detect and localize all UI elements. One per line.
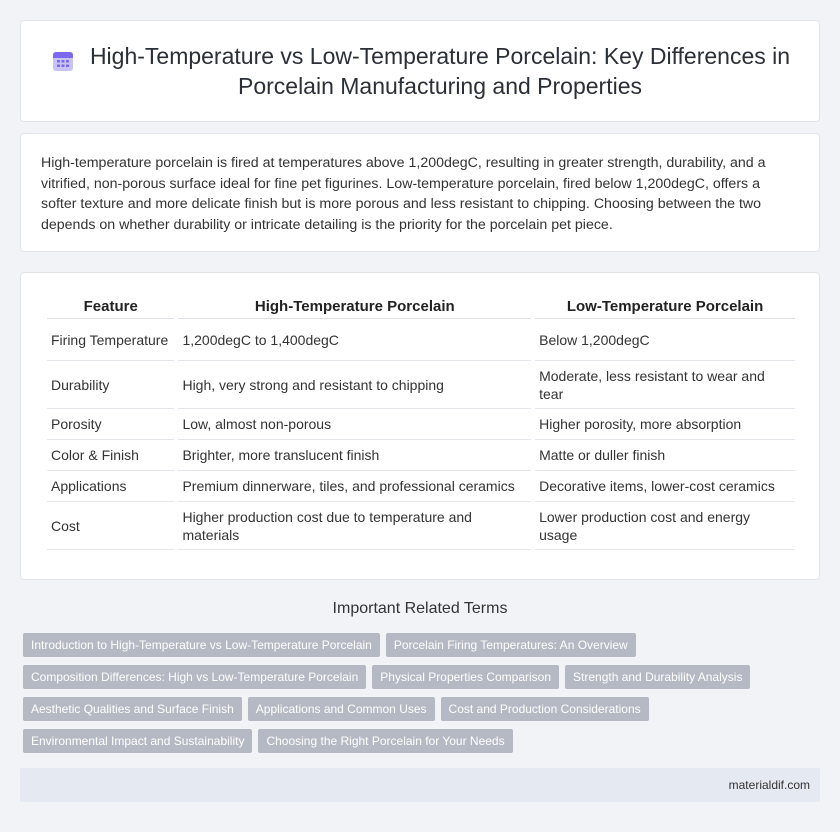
table-cell-high: Low, almost non-porous [178,409,531,440]
page-title: High-Temperature vs Low-Temperature Porcelain: Key Differences in Porcelain Manufacturing and Properties [89,43,791,99]
table-cell-low: Lower production cost and energy usage [535,502,795,550]
related-term-tag[interactable]: Strength and Durability Analysis [565,665,750,689]
table-row [47,440,795,471]
header-card [20,20,820,122]
table-cell-low: Decorative items, lower-cost ceramics [535,471,795,502]
footer [20,768,820,802]
comparison-card [20,272,820,580]
footer-site-link[interactable]: materialdif.com [728,778,810,792]
table-cell-feature: Firing Temperature [47,319,174,361]
header-low-temperature: Low-Temperature Porcelain [535,295,795,319]
table-row [47,319,795,361]
table-cell-feature: Color & Finish [47,440,174,471]
table-cell-feature: Cost [47,502,174,550]
table-row [47,471,795,502]
related-term-tag[interactable]: Choosing the Right Porcelain for Your Needs [258,729,512,753]
table-cell-feature: Porosity [47,409,174,440]
table-header-row [47,295,795,319]
header-high-temperature: High-Temperature Porcelain [178,295,531,319]
comparison-table [43,295,799,550]
table-row [47,409,795,440]
table-cell-high: Higher production cost due to temperature and materials [178,502,531,550]
intro-paragraph: High-temperature porcelain is fired at temperatures above 1,200degC, resulting in greater strength, durability, and a vitrified, non-porous surface ideal for fine pet figurines. Low-temperature porcelain, fired below 1,200degC, offers a softer texture and more delicate finish but is more porous and less resistant to chipping. Choosing between the two depends on whether durability or intricate detailing is the priority for the porcelain pet piece. [41,155,766,233]
intro-card [20,133,820,252]
related-term-tag[interactable]: Applications and Common Uses [248,697,435,721]
table-cell-high: Brighter, more translucent finish [178,440,531,471]
table-cell-low: Below 1,200degC [535,319,795,361]
related-terms-title: Important Related Terms [332,600,508,617]
header-feature: Feature [47,295,174,319]
table-cell-high: 1,200degC to 1,400degC [178,319,531,361]
table-row [47,502,795,550]
table-cell-low: Matte or duller finish [535,440,795,471]
table-cell-high: Premium dinnerware, tiles, and professional ceramics [178,471,531,502]
related-term-tag[interactable]: Physical Properties Comparison [372,665,559,689]
table-cell-low: Moderate, less resistant to wear and tear [535,361,795,409]
related-term-tag[interactable]: Introduction to High-Temperature vs Low-Temperature Porcelain [23,633,380,657]
table-cell-low: Higher porosity, more absorption [535,409,795,440]
table-cell-high: High, very strong and resistant to chipping [178,361,531,409]
table-cell-feature: Applications [47,471,174,502]
related-term-tag[interactable]: Composition Differences: High vs Low-Temperature Porcelain [23,665,366,689]
related-term-tag[interactable]: Porcelain Firing Temperatures: An Overview [386,633,636,657]
related-term-tag[interactable]: Cost and Production Considerations [441,697,649,721]
related-terms-list [23,633,803,753]
related-term-tag[interactable]: Environmental Impact and Sustainability [23,729,252,753]
table-cell-feature: Durability [47,361,174,409]
table-row [47,361,795,409]
related-term-tag[interactable]: Aesthetic Qualities and Surface Finish [23,697,242,721]
